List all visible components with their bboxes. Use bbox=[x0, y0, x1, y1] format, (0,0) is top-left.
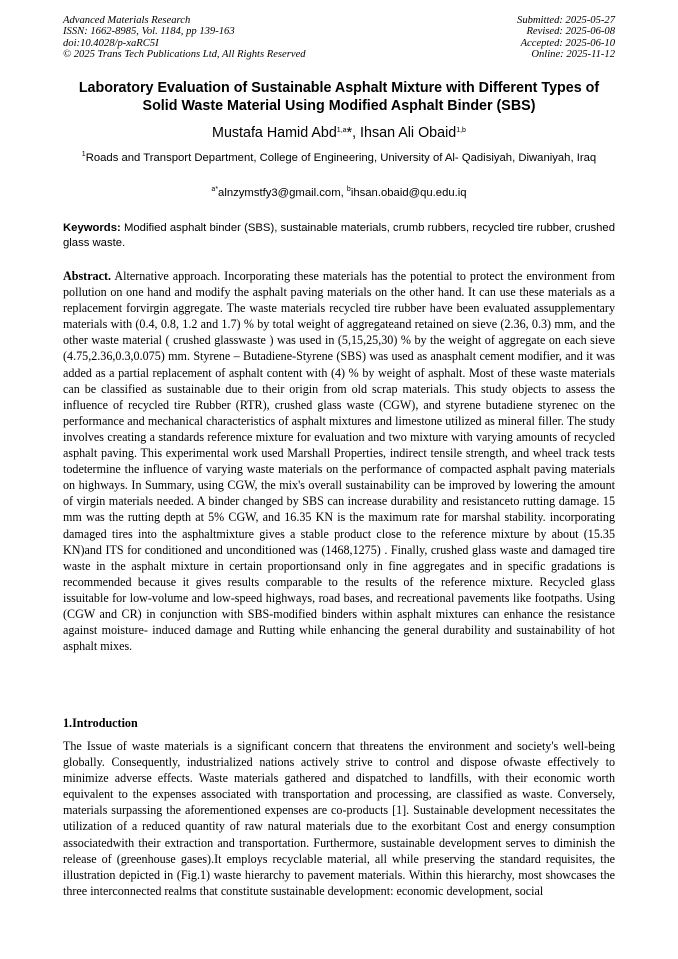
journal-name: Advanced Materials Research bbox=[63, 15, 191, 26]
affil-sup: 1 bbox=[81, 151, 86, 158]
email-link[interactable]: ihsan.obaid@qu.edu.iq bbox=[350, 187, 467, 199]
intro-paragraph: The Issue of waste materials is a significant concern that threatens the environment and society's well-being globally. Consequently, industrialized nations actively strive to control and dispose ofwaste effectively to minimize adverse effects. Waste materials gathered and dispatched to landfills, with their economic worth equivalent to the expenses associated with transportation and processing, are classified as waste. Conversely, materials surpassing the aforementioned expenses are co-products [1]. Sustainable development necessitates the utilization of a reduced quantity of raw natural materials due to the exorbitant Cost and energy consumption associatedwith their extraction and transportation. Furthermore, sustainable development serves to diminish the release of (greenhouse gases).It employs recyclable material, all while preserving the standard requisites, the illustration depicted in (Fig.1) waste hierarchy to pavement materials. Within this hierarchy, most showcases the three interconnected realms that constitute sustainable development: economic development, social bbox=[63, 739, 615, 898]
corresponding-mark: *, bbox=[346, 125, 361, 141]
affil-text: Roads and Transport Department, College of Engineering, University of Al- Qadisiyah, Diwaniyah, Iraq bbox=[85, 152, 597, 164]
doi-link[interactable]: doi:10.4028/p-xaRC5I bbox=[63, 37, 159, 49]
abstract-label: Abstract. bbox=[63, 269, 112, 283]
abstract-text: Alternative approach. Incorporating these materials has the potential to protect the environment from pollution on one hand and modify the asphalt paving materials on the other hand. It can use these materials as a replacement forvirgin aggregate. The waste materials recycled tire rubber have been evaluated assupplementary materials with (0.4, 0.8, 1.2 and 1.7) % by total weight of aggregateand retained on sieve (2.36, 0.3) mm, and the other waste material ( crushed glasswaste ) was used in (5,15,25,30) % by the weight of aggregate on each sieve (4.75,2.36,0.3,0.075) mm. Styrene – Butadiene-Styrene (SBS) was used as anasphalt cement modifier, and it was added as a partial replacement of asphalt content with (4) % by weight of asphalt. Most of these waste materials can be classified as sustainable due to their origin from old scrap materials. This study objects to assess the influence of recycled tire Rubber (RTR), crushed glass waste (CGW), and styrene butadiene styrenec on the performance and mechanical characteristics of asphalt mixtures and limestone utilized as mineral filler. The study involves creating a standards reference mixture for evaluation and two mixture with varying amounts of recycled asphalt paving. This experimental work used Marshall Properties, indirect tensile strength, and wheel track tests todetermine the influence of varying waste materials on the performance of compacted asphalt paving materials on highways. In Summary, using CGW, the mix's overall sustainability can be improved by lowering the amount of virgin materials needed. A binder changed by SBS can increase durability and resistanceto rutting damage. 15 mm was the rutting depth at 5% CGW, and 16.35 KN is the maximum rate for marshal stability. incorporating damaged tires into the asphaltmixture gives a stable product close to the reference mixture by about (15.35 KN)and ITS for conditioned and unconditioned was (1468,1275) . Finally, crushed glass waste and damaged tire waste in the asphalt mixture in certain proportionsand only in fine aggregates and in specific gradations is recommended because it gives results comparable to the results of the reference mixture. Recycled glass issuitable for low-volume and low-speed highways, road bases, and recreational pavements like footpaths. Using (CGW and CR) in conjunction with SBS-modified binders within asphalt mixtures can enhance the resistance against moisture- induced damage and Rutting while enhancing the general durability and sustainability of hot asphalt mixes. bbox=[63, 269, 615, 654]
dates-header bbox=[517, 15, 615, 61]
author-affil-sup: 1,a bbox=[336, 127, 347, 134]
author-affil-sup: 1,b bbox=[456, 127, 466, 134]
copyright-line: © 2025 Trans Tech Publications Ltd, All Rights Reserved bbox=[63, 49, 306, 61]
affiliation bbox=[80, 150, 598, 166]
accepted-date: Accepted: 2025-06-10 bbox=[520, 37, 615, 49]
author-name: Ihsan Ali Obaid bbox=[360, 125, 457, 141]
submitted-date: Submitted: 2025-05-27 bbox=[517, 15, 615, 26]
email-sup: a* bbox=[211, 186, 219, 193]
keywords-label: Keywords: bbox=[63, 222, 121, 234]
email-line bbox=[63, 186, 615, 200]
keywords-block bbox=[63, 221, 615, 251]
keywords-text: Modified asphalt binder (SBS), sustainable materials, crumb rubbers, recycled tire rubber, crushed glass waste. bbox=[63, 222, 615, 249]
author-name: Mustafa Hamid Abd bbox=[212, 125, 337, 141]
revised-date: Revised: 2025-06-08 bbox=[526, 26, 615, 38]
journal-header bbox=[63, 15, 306, 61]
issn-line: ISSN: 1662-8985, Vol. 1184, pp 139-163 bbox=[63, 26, 235, 38]
email-sup: b bbox=[346, 186, 351, 193]
section-heading: 1.Introduction bbox=[63, 716, 138, 730]
online-date: Online: 2025-11-12 bbox=[531, 49, 615, 61]
author-line bbox=[63, 124, 615, 142]
email-link[interactable]: alnzymstfy3@gmail.com bbox=[218, 187, 341, 199]
email-separator: , bbox=[340, 187, 347, 199]
paper-title: Laboratory Evaluation of Sustainable Asphalt Mixture with Different Types of Solid Waste Material Using Modified Asphalt Binder (SBS) bbox=[78, 80, 600, 114]
abstract-block bbox=[63, 268, 615, 654]
